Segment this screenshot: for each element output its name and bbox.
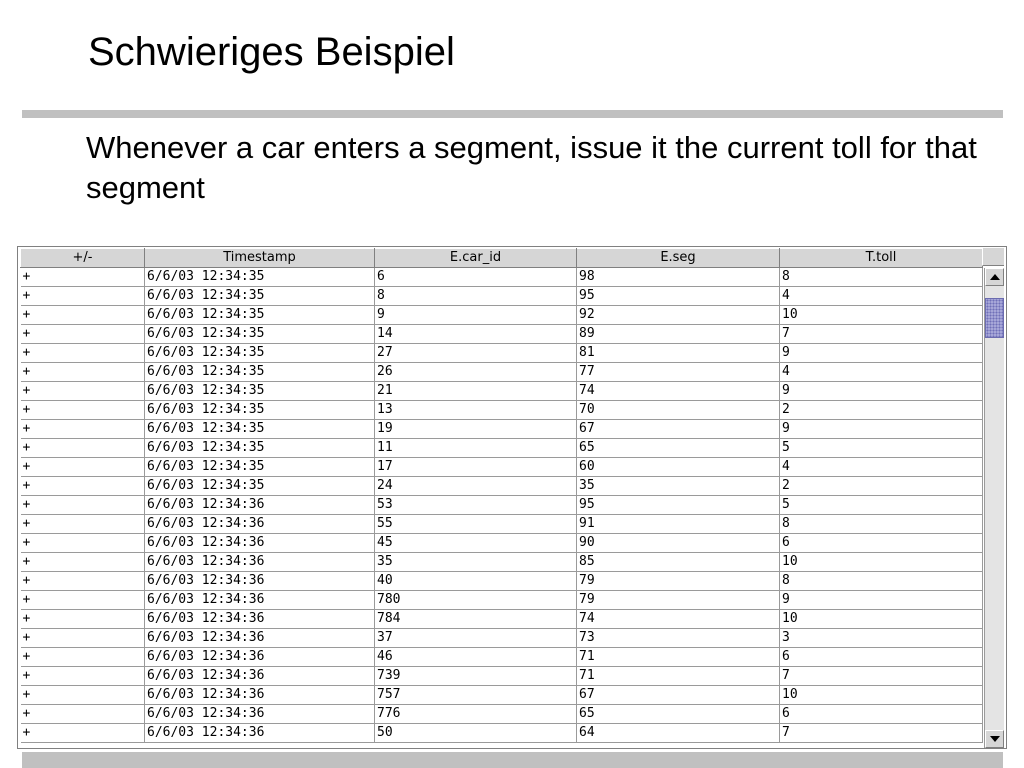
row-toll-cell[interactable]: 7	[780, 325, 983, 344]
row-toll-cell[interactable]: 9	[780, 382, 983, 401]
column-header-timestamp[interactable]: Timestamp	[145, 249, 375, 268]
column-header-toll[interactable]: T.toll	[780, 249, 983, 268]
row-car-id-cell[interactable]: 14	[375, 325, 577, 344]
table-header-corner	[982, 248, 1004, 266]
row-sign-cell[interactable]: +	[21, 686, 145, 705]
table-row[interactable]	[21, 306, 983, 325]
row-timestamp-cell[interactable]: 6/6/03 12:34:35	[145, 325, 375, 344]
row-sign-cell[interactable]: +	[21, 268, 145, 287]
row-timestamp-cell[interactable]: 6/6/03 12:34:36	[145, 610, 375, 629]
row-sign-cell[interactable]: +	[21, 629, 145, 648]
row-car-id-cell[interactable]: 24	[375, 477, 577, 496]
row-timestamp-cell[interactable]: 6/6/03 12:34:36	[145, 667, 375, 686]
row-toll-cell[interactable]: 10	[780, 610, 983, 629]
table-row[interactable]	[21, 610, 983, 629]
row-car-id-cell[interactable]: 780	[375, 591, 577, 610]
row-sign-cell[interactable]: +	[21, 363, 145, 382]
row-car-id-cell[interactable]: 53	[375, 496, 577, 515]
row-sign-cell[interactable]: +	[21, 477, 145, 496]
row-timestamp-cell[interactable]: 6/6/03 12:34:35	[145, 382, 375, 401]
row-toll-cell[interactable]: 2	[780, 477, 983, 496]
row-car-id-cell[interactable]: 9	[375, 306, 577, 325]
row-segment-cell[interactable]: 91	[577, 515, 780, 534]
row-segment-cell[interactable]: 95	[577, 496, 780, 515]
scroll-thumb[interactable]	[985, 298, 1004, 338]
result-table-panel	[17, 246, 1007, 749]
row-timestamp-cell[interactable]: 6/6/03 12:34:35	[145, 306, 375, 325]
row-sign-cell[interactable]: +	[21, 439, 145, 458]
row-toll-cell[interactable]: 9	[780, 420, 983, 439]
row-segment-cell[interactable]: 60	[577, 458, 780, 477]
row-toll-cell[interactable]: 2	[780, 401, 983, 420]
row-sign-cell[interactable]: +	[21, 306, 145, 325]
row-car-id-cell[interactable]: 55	[375, 515, 577, 534]
row-timestamp-cell[interactable]: 6/6/03 12:34:36	[145, 591, 375, 610]
row-sign-cell[interactable]: +	[21, 648, 145, 667]
column-header-sign[interactable]: +/-	[21, 249, 145, 268]
row-car-id-cell[interactable]: 40	[375, 572, 577, 591]
table-row[interactable]	[21, 477, 983, 496]
row-car-id-cell[interactable]: 19	[375, 420, 577, 439]
row-car-id-cell[interactable]: 8	[375, 287, 577, 306]
row-segment-cell[interactable]: 95	[577, 287, 780, 306]
table-row[interactable]	[21, 325, 983, 344]
row-sign-cell[interactable]: +	[21, 534, 145, 553]
table-row[interactable]	[21, 401, 983, 420]
row-car-id-cell[interactable]: 776	[375, 705, 577, 724]
row-sign-cell[interactable]: +	[21, 344, 145, 363]
row-sign-cell[interactable]: +	[21, 287, 145, 306]
row-sign-cell[interactable]: +	[21, 610, 145, 629]
row-toll-cell[interactable]: 5	[780, 496, 983, 515]
row-segment-cell[interactable]: 70	[577, 401, 780, 420]
row-segment-cell[interactable]: 35	[577, 477, 780, 496]
row-toll-cell[interactable]: 4	[780, 363, 983, 382]
row-car-id-cell[interactable]: 46	[375, 648, 577, 667]
scroll-up-button[interactable]	[985, 268, 1004, 286]
row-toll-cell[interactable]: 10	[780, 306, 983, 325]
table-row[interactable]	[21, 591, 983, 610]
row-sign-cell[interactable]: +	[21, 458, 145, 477]
row-segment-cell[interactable]: 77	[577, 363, 780, 382]
table-row[interactable]	[21, 553, 983, 572]
row-car-id-cell[interactable]: 6	[375, 268, 577, 287]
column-header-car-id[interactable]: E.car_id	[375, 249, 577, 268]
row-sign-cell[interactable]: +	[21, 496, 145, 515]
row-segment-cell[interactable]: 85	[577, 553, 780, 572]
row-timestamp-cell[interactable]: 6/6/03 12:34:36	[145, 648, 375, 667]
row-timestamp-cell[interactable]: 6/6/03 12:34:36	[145, 496, 375, 515]
table-row[interactable]	[21, 439, 983, 458]
row-segment-cell[interactable]: 67	[577, 420, 780, 439]
row-timestamp-cell[interactable]: 6/6/03 12:34:35	[145, 401, 375, 420]
row-timestamp-cell[interactable]: 6/6/03 12:34:35	[145, 363, 375, 382]
row-timestamp-cell[interactable]: 6/6/03 12:34:35	[145, 477, 375, 496]
table-row[interactable]	[21, 629, 983, 648]
row-segment-cell[interactable]: 71	[577, 648, 780, 667]
row-toll-cell[interactable]: 8	[780, 572, 983, 591]
table-row[interactable]	[21, 496, 983, 515]
row-segment-cell[interactable]: 65	[577, 705, 780, 724]
row-sign-cell[interactable]: +	[21, 572, 145, 591]
table-row[interactable]	[21, 534, 983, 553]
row-timestamp-cell[interactable]: 6/6/03 12:34:36	[145, 705, 375, 724]
row-sign-cell[interactable]: +	[21, 325, 145, 344]
table-row[interactable]	[21, 363, 983, 382]
row-toll-cell[interactable]: 8	[780, 268, 983, 287]
row-car-id-cell[interactable]: 11	[375, 439, 577, 458]
row-sign-cell[interactable]: +	[21, 667, 145, 686]
row-timestamp-cell[interactable]: 6/6/03 12:34:36	[145, 534, 375, 553]
column-header-segment[interactable]: E.seg	[577, 249, 780, 268]
arrow-down-icon	[990, 736, 1000, 742]
table-header-row	[21, 249, 983, 268]
table-row[interactable]	[21, 686, 983, 705]
row-timestamp-cell[interactable]: 6/6/03 12:34:35	[145, 344, 375, 363]
row-timestamp-cell[interactable]: 6/6/03 12:34:35	[145, 287, 375, 306]
row-sign-cell[interactable]: +	[21, 515, 145, 534]
row-sign-cell[interactable]: +	[21, 553, 145, 572]
row-car-id-cell[interactable]: 26	[375, 363, 577, 382]
row-sign-cell[interactable]: +	[21, 591, 145, 610]
row-car-id-cell[interactable]: 45	[375, 534, 577, 553]
vertical-scrollbar[interactable]	[984, 268, 1004, 748]
table-row[interactable]	[21, 382, 983, 401]
row-toll-cell[interactable]: 8	[780, 515, 983, 534]
table-row[interactable]	[21, 667, 983, 686]
row-toll-cell[interactable]: 6	[780, 705, 983, 724]
row-sign-cell[interactable]: +	[21, 401, 145, 420]
table-row[interactable]	[21, 724, 983, 743]
row-car-id-cell[interactable]: 50	[375, 724, 577, 743]
row-toll-cell[interactable]: 10	[780, 686, 983, 705]
table-row[interactable]	[21, 287, 983, 306]
table-row[interactable]	[21, 344, 983, 363]
slide-body-text: Whenever a car enters a segment, issue it the current toll for that segment	[86, 130, 977, 205]
row-toll-cell[interactable]: 4	[780, 287, 983, 306]
row-car-id-cell[interactable]: 35	[375, 553, 577, 572]
row-timestamp-cell[interactable]: 6/6/03 12:34:35	[145, 439, 375, 458]
row-timestamp-cell[interactable]: 6/6/03 12:34:36	[145, 515, 375, 534]
row-segment-cell[interactable]: 74	[577, 382, 780, 401]
result-table	[20, 248, 983, 743]
arrow-up-icon	[990, 274, 1000, 280]
table-row[interactable]	[21, 648, 983, 667]
row-car-id-cell[interactable]: 784	[375, 610, 577, 629]
row-segment-cell[interactable]: 92	[577, 306, 780, 325]
row-toll-cell[interactable]: 4	[780, 458, 983, 477]
row-toll-cell[interactable]: 10	[780, 553, 983, 572]
row-car-id-cell[interactable]: 27	[375, 344, 577, 363]
table-row[interactable]	[21, 420, 983, 439]
row-segment-cell[interactable]: 71	[577, 667, 780, 686]
row-car-id-cell[interactable]: 21	[375, 382, 577, 401]
row-timestamp-cell[interactable]: 6/6/03 12:34:35	[145, 458, 375, 477]
row-segment-cell[interactable]: 81	[577, 344, 780, 363]
row-timestamp-cell[interactable]: 6/6/03 12:34:36	[145, 629, 375, 648]
table-row[interactable]	[21, 268, 983, 287]
row-segment-cell[interactable]: 79	[577, 591, 780, 610]
row-timestamp-cell[interactable]: 6/6/03 12:34:36	[145, 553, 375, 572]
row-segment-cell[interactable]: 90	[577, 534, 780, 553]
row-segment-cell[interactable]: 73	[577, 629, 780, 648]
row-toll-cell[interactable]: 9	[780, 591, 983, 610]
slide-title: Schwieriges Beispiel	[88, 30, 455, 74]
row-toll-cell[interactable]: 6	[780, 534, 983, 553]
row-segment-cell[interactable]: 67	[577, 686, 780, 705]
row-timestamp-cell[interactable]: 6/6/03 12:34:36	[145, 686, 375, 705]
row-segment-cell[interactable]: 98	[577, 268, 780, 287]
table-row[interactable]	[21, 515, 983, 534]
row-sign-cell[interactable]: +	[21, 382, 145, 401]
row-sign-cell[interactable]: +	[21, 705, 145, 724]
scroll-down-button[interactable]	[985, 730, 1004, 748]
row-toll-cell[interactable]: 3	[780, 629, 983, 648]
row-segment-cell[interactable]: 89	[577, 325, 780, 344]
row-segment-cell[interactable]: 65	[577, 439, 780, 458]
row-car-id-cell[interactable]: 739	[375, 667, 577, 686]
row-toll-cell[interactable]: 6	[780, 648, 983, 667]
table-row[interactable]	[21, 705, 983, 724]
row-segment-cell[interactable]: 74	[577, 610, 780, 629]
row-segment-cell[interactable]: 79	[577, 572, 780, 591]
row-timestamp-cell[interactable]: 6/6/03 12:34:36	[145, 572, 375, 591]
row-car-id-cell[interactable]: 37	[375, 629, 577, 648]
bottom-band	[22, 752, 1003, 768]
title-divider	[22, 110, 1003, 118]
row-timestamp-cell[interactable]: 6/6/03 12:34:35	[145, 420, 375, 439]
row-timestamp-cell[interactable]: 6/6/03 12:34:35	[145, 268, 375, 287]
table-body	[21, 268, 983, 743]
row-sign-cell[interactable]: +	[21, 724, 145, 743]
row-toll-cell[interactable]: 7	[780, 667, 983, 686]
row-sign-cell[interactable]: +	[21, 420, 145, 439]
row-toll-cell[interactable]: 5	[780, 439, 983, 458]
table-row[interactable]	[21, 572, 983, 591]
row-timestamp-cell[interactable]: 6/6/03 12:34:36	[145, 724, 375, 743]
row-toll-cell[interactable]: 7	[780, 724, 983, 743]
table-row[interactable]	[21, 458, 983, 477]
row-car-id-cell[interactable]: 17	[375, 458, 577, 477]
row-car-id-cell[interactable]: 13	[375, 401, 577, 420]
row-segment-cell[interactable]: 64	[577, 724, 780, 743]
row-car-id-cell[interactable]: 757	[375, 686, 577, 705]
row-toll-cell[interactable]: 9	[780, 344, 983, 363]
